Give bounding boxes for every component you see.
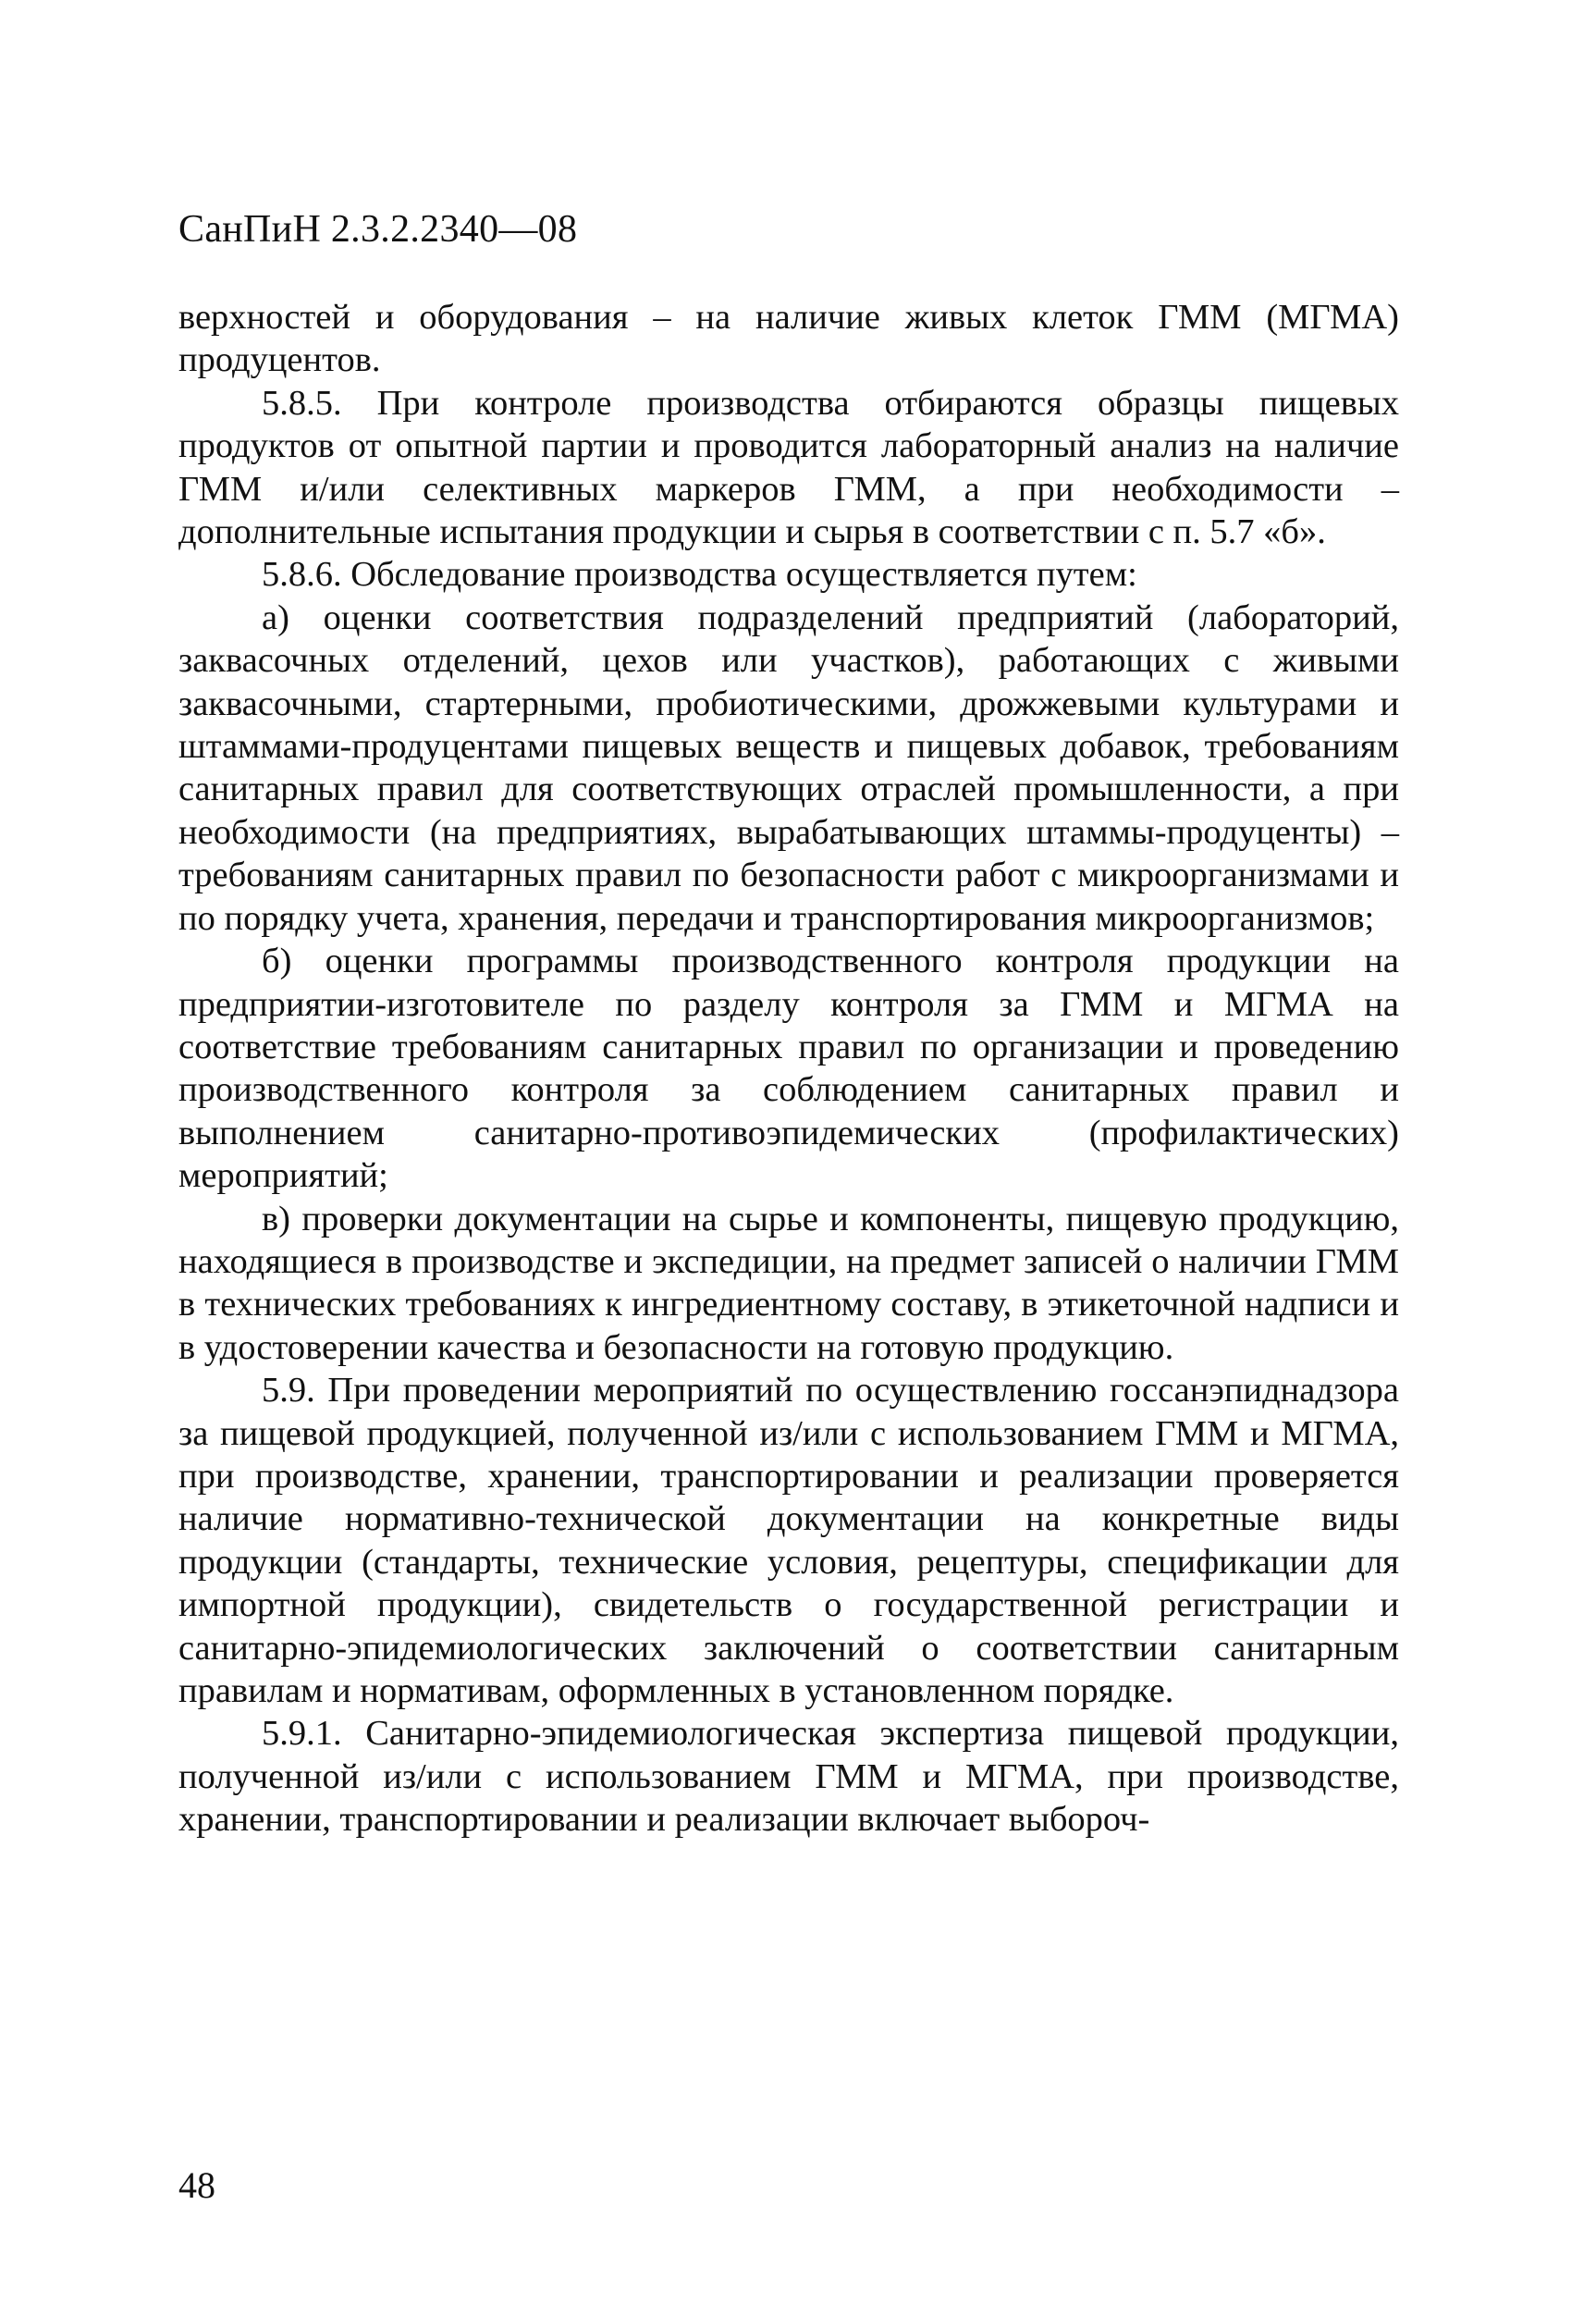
paragraph-5-8-6-a: а) оценки соответствия подразделений предприятий (лабораторий, заквасочных отделений, цехов или участков), работающих с живыми заквасочными, стартерными, пробиотическими, дрожжевыми культурами и штаммами-продуцентами пищевых веществ и пищевых добавок, требованиям санитарных правил для соответствующих отраслей промышленности, а при необходимости (на предприятиях, вырабатывающих штаммы-продуценты) – требованиям санитарных правил по безопасности работ с микроорганизмами и по порядку учета, хранения, передачи и транспортирования микроорганизмов; (178, 597, 1399, 938)
running-header: СанПиН 2.3.2.2340—08 (178, 208, 578, 251)
paragraph-continuation: верхностей и оборудования – на наличие живых клеток ГММ (МГМА) продуцентов. (178, 298, 1399, 380)
paragraph-5-9-1: 5.9.1. Санитарно-эпидемиологическая экспертиза пищевой продукции, полученной из/или с использованием ГММ и МГМА, при производстве, хранении, транспортировании и реализации включает выбороч- (178, 1714, 1399, 1840)
body-text (178, 296, 1399, 1842)
paragraph-5-8-5: 5.8.5. При контроле производства отбираются образцы пищевых продуктов от опытной партии и проводится лабораторный анализ на наличие ГММ и/или селективных маркеров ГММ, а при необходимости – дополнительные испытания продукции и сырья в соответствии с п. 5.7 «б». (178, 383, 1399, 552)
page-number: 48 (178, 2164, 215, 2206)
paragraph-5-8-6-b: б) оценки программы производственного контроля продукции на предприятии-изготовителе по разделу контроля за ГММ и МГМА на соответствие требованиям санитарных правил по организации и проведению производственного контроля за соблюдением санитарных правил и выполнением санитарно-противоэпидемических (профилактических) мероприятий; (178, 942, 1399, 1196)
paragraph-5-9: 5.9. При проведении мероприятий по осуществлению госсанэпиднадзора за пищевой продукцией, полученной из/или с использованием ГММ и МГМА, при производстве, хранении, транспортировании и реализации проверяется наличие нормативно-технической документации на конкретные виды продукции (стандарты, технические условия, рецептуры, спецификации для импортной продукции), свидетельств о государственной регистрации и санитарно-эпидемиологических заключений о соответствии санитарным правилам и нормативам, оформленных в установленном порядке. (178, 1371, 1399, 1710)
paragraph-5-8-6: 5.8.6. Обследование производства осуществляется путем: (262, 555, 1137, 595)
paragraph-5-8-6-v: в) проверки документации на сырье и компоненты, пищевую продукцию, находящиеся в производстве и экспедиции, на предмет записей о наличии ГММ в технических требованиях к ингредиентному составу, в этикеточной надписи и в удостоверении качества и безопасности на готовую продукцию. (178, 1199, 1399, 1367)
